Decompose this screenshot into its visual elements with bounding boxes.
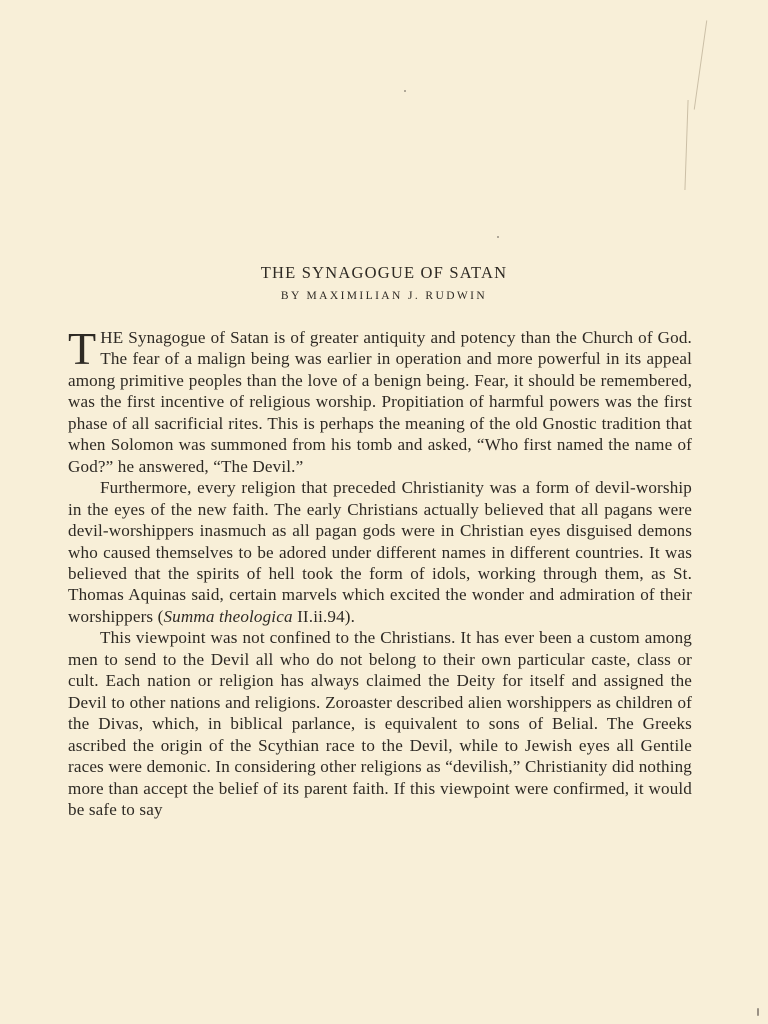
paper-speck	[757, 1008, 759, 1016]
paper-speck	[497, 236, 499, 238]
paragraph-2	[68, 477, 692, 627]
paragraph-3: This viewpoint was not confined to the Christians. It has ever been a custom among men to send to the Devil all who do not belong to their own particular caste, class or cult. Each nation or religion has always claimed the Deity for itself and assigned the Devil to other nations and religions. Zoroaster described alien worshippers as children of the Divas, which, in biblical parlance, is equivalent to sons of Belial. The Greeks ascribed the origin of the Scythian race to the Devil, while to Jewish eyes all Gentile races were demonic. In considering other religions as “devilish,” Christianity did nothing more than accept the belief of its parent faith. If this viewpoint were confirmed, it would be safe to say	[68, 628, 692, 819]
paper-edge-mark	[694, 20, 708, 109]
paragraph-2-text: Furthermore, every religion that preceded Christianity was a form of devil-worship in the eyes of the new faith. The early Christians actually believed that all pagans were devil-worshippers inasmuch as all pagan gods were in Christian eyes disguised demons who caused themselves to be adored under different names in different countries. It was believed that the spirits of hell took the form of idols, working through them, as St. Thomas Aquinas said, certain marvels which excited the wonder and admiration of their worshippers (	[68, 478, 692, 626]
paragraph-1: THE Synagogue of Satan is of greater antiquity and potency than the Church of God. The fear of a malign being was earlier in operation and more powerful in its appeal among primitive peoples than the love of a benign being. Fear, it should be remembered, was the first incentive of religious worship. Propitiation of harmful powers was the first phase of all sacrificial rites. This is perhaps the meaning of the old Gnostic tradition that when Solomon was summoned from his tomb and asked, “Who first named the name of God?” he answered, “The Devil.”	[68, 323, 692, 476]
article-title: THE SYNAGOGUE OF SATAN	[260, 263, 508, 282]
paper-edge-mark	[684, 100, 688, 190]
article-body	[68, 323, 692, 820]
paper-speck	[404, 90, 406, 92]
article-byline: BY MAXIMILIAN J. RUDWIN	[280, 290, 488, 302]
citation-reference: II.ii.94).	[292, 606, 356, 626]
citation-work: Summa theologica	[163, 606, 293, 626]
